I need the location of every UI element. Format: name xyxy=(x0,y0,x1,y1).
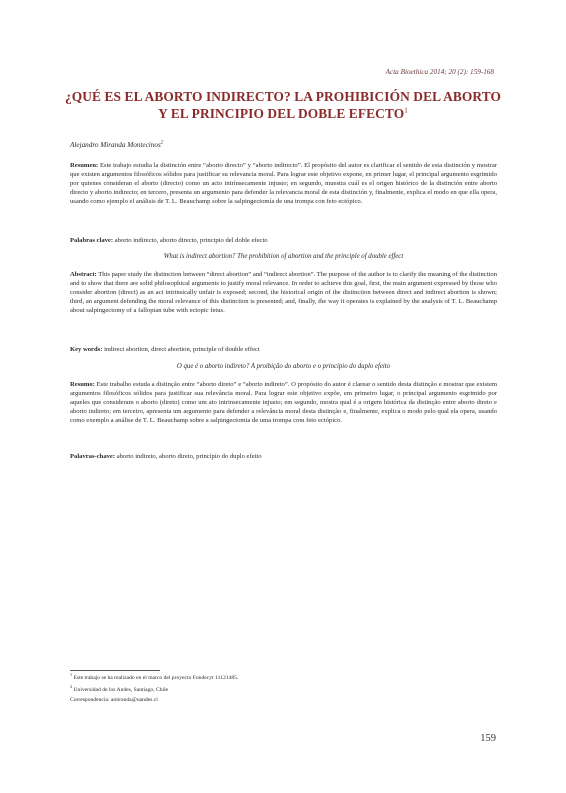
footnote-3-text[interactable]: Correspondencia: amiranda@uandes.cl xyxy=(70,697,158,703)
article-title xyxy=(60,89,506,122)
keywords-en-label: Key words: xyxy=(70,346,103,353)
footnote-2 xyxy=(70,686,168,694)
abstract-en-text: This paper study the distinction between “direct abortion” and “indirect abortion”. The purpose of the author is to clarify the meaning of the distinction and to show that there are solid philosophical arguments to justify moral relevance. In order to achieve this goal, first, the main argument expressed by those who consider abortion (direct) as an act intrinsically unfair is exposed; second, the historical origin of the distinction between direct and indirect abortion is shown; third, an argument defending the moral relevance of this distinction is presented; and, finally, the way it operates is explained by the analysis of T. L. Beauchamp about salpingectomy of a fallopian tube with ectopic fetus. xyxy=(70,271,497,315)
keywords-pt xyxy=(70,452,497,461)
abstract-es-label: Resumen: xyxy=(70,162,99,169)
title-footnote-mark[interactable]: 1 xyxy=(404,106,408,115)
keywords-es-text: aborto indirecto, aborto directo, principio del doble efecto xyxy=(113,237,268,244)
keywords-en-text: indirect abortion, direct abortion, principle of double effect xyxy=(102,346,260,353)
footnote-1-mark: 1 xyxy=(70,672,73,678)
footnote-2-text: Universidad de los Andes, Santiago, Chile xyxy=(72,687,169,693)
abstract-es xyxy=(70,161,497,206)
keywords-en xyxy=(70,345,497,354)
author-footnote-mark[interactable]: 2 xyxy=(160,140,164,146)
abstract-en xyxy=(70,270,497,315)
running-head: Acta Bioethica 2014; 20 (2): 159-168 xyxy=(385,68,494,76)
footnote-divider xyxy=(70,670,160,671)
heading-pt: O que é o aborto indireto? A proibição do aborto e o princípio do duplo efeito xyxy=(176,363,391,370)
abstract-pt-label: Resumo: xyxy=(70,381,95,388)
footnote-1 xyxy=(70,674,238,682)
title-text: ¿QUÉ ES EL ABORTO INDIRECTO? LA PROHIBICIÓN DEL ABORTO Y EL PRINCIPIO DEL DOBLE EFECTO xyxy=(64,89,502,121)
heading-en: What is indirect abortion? The prohibition of abortion and the principle of double effect xyxy=(163,253,404,260)
abstract-es-text: Este trabajo estudia la distinción entre “aborto directo” y “aborto indirecto”. El propósito del autor es clarificar el sentido de esta distinción y mostrar que existen argumentos filosóficos sólidos para justificar su relevancia moral. Para lograr este objetivo expone, en primer lugar, el principal argumento esgrimido por quienes consideran el aborto (directo) como un acto intrínsecamente injusto; en segundo, muestra cuál es el origen histórico de la distinción entre aborto directo y aborto indirecto; en tercero, presenta un argumento para defender la relevancia moral de esta distinción y, finalmente, explica el modo en que ella opera, usando como ejemplo el análisis de T. L. Beauchamp sobre la salpingectomía de una trompa con feto ectópico. xyxy=(70,162,497,206)
keywords-pt-text: aborto indireto, aborto direto, princípio do duplo efeito xyxy=(115,453,262,460)
abstract-pt xyxy=(70,380,497,425)
footnote-2-mark: 2 xyxy=(70,684,73,690)
abstract-en-label: Abstract: xyxy=(70,271,97,278)
author-name: Alejandro Miranda Montecinos xyxy=(70,141,161,149)
author-line xyxy=(70,141,163,149)
keywords-es xyxy=(70,236,497,245)
keywords-es-label: Palabras clave: xyxy=(70,237,114,244)
keywords-pt-label: Palavras-chave: xyxy=(70,453,116,460)
footnote-1-text: Este trabajo se ha realizado en el marco del proyecto Fondecyt 11121485. xyxy=(72,675,239,681)
abstract-pt-text: Este trabalho estuda a distinção entre “aborto direto” e “aborto indireto”. O propósito do autor é clarear o sentido desta distinção e mostrar que existem argumentos filosóficos sólidos para justificar sua relevância moral. Para lograr este objetivo expõe, em primeiro lugar, o principal argumento esgrimido por aqueles que consideram o aborto (direto) como um ato intrinsecamente injusto; em segundo, mostra qual é a origem histórica da distinção entre aborto direto e aborto indireto; em terceiro, apresenta um argumento para defender a relevância moral desta distinção e, finalmente, explica o modo pelo qual ela opera, usando como exemplo a análise de T. L. Beauchamp sobre a salpingectomia de uma trompa com feto ectópico. xyxy=(70,381,497,425)
footnote-3 xyxy=(70,696,158,704)
page-number: 159 xyxy=(480,733,496,744)
